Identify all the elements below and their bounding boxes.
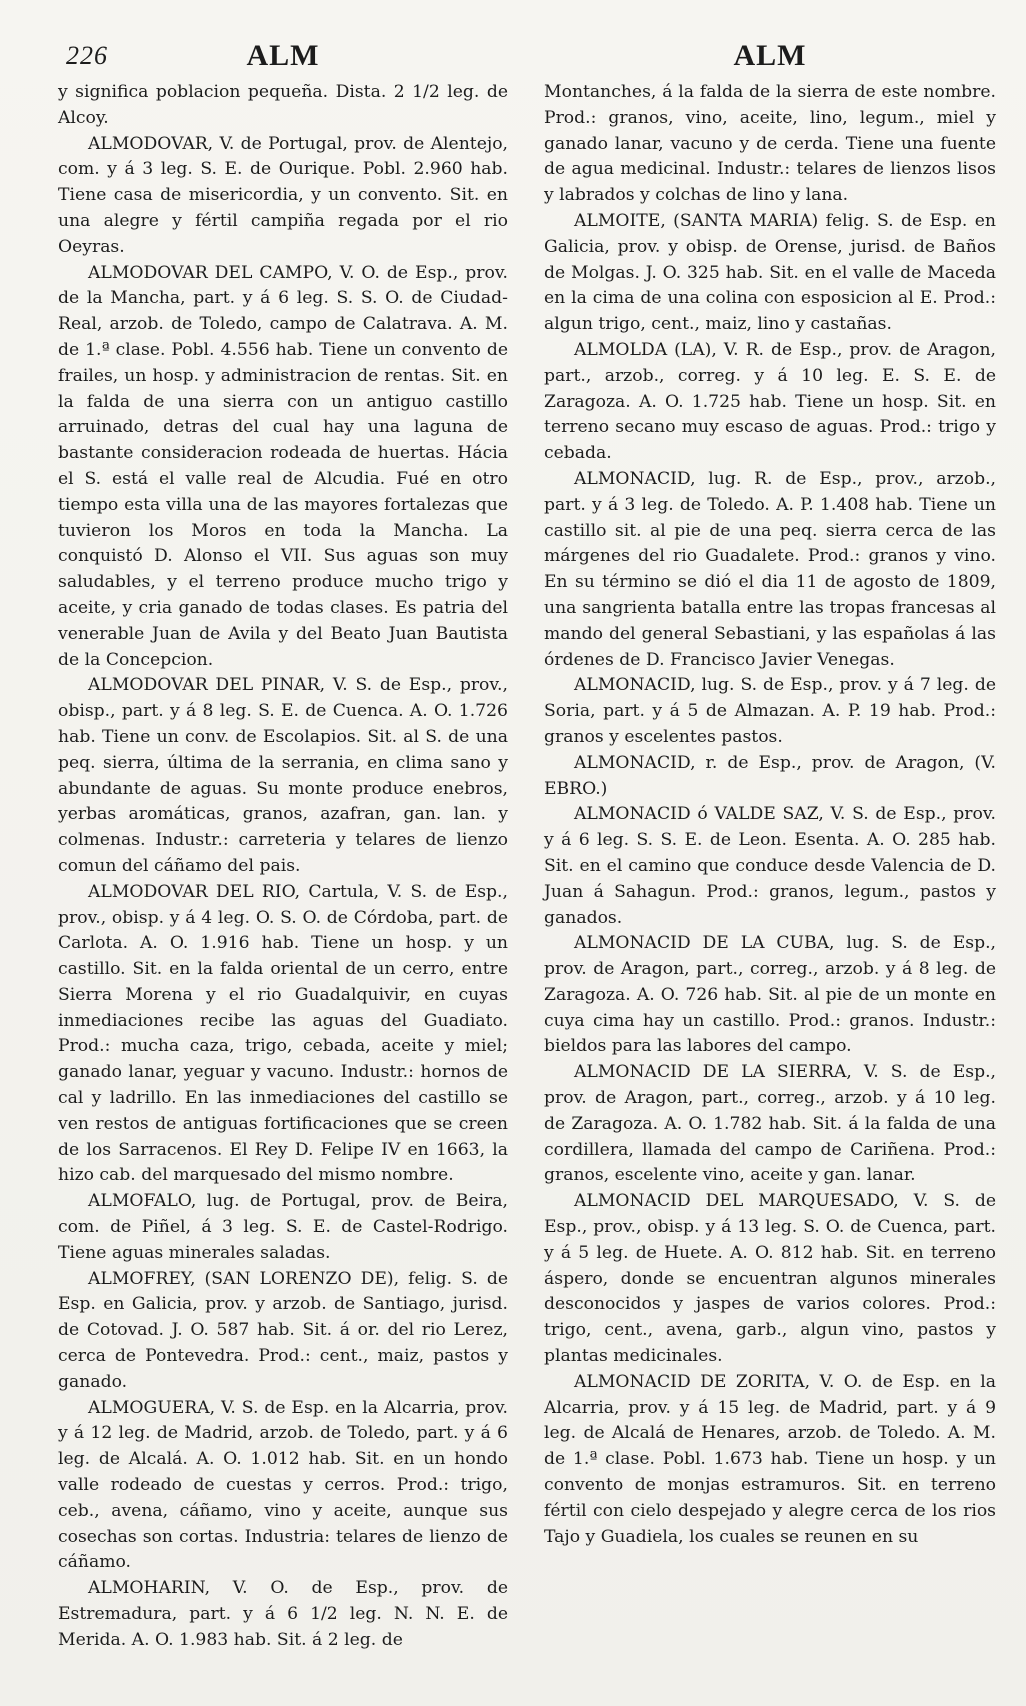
left-running-head (58, 34, 508, 78)
right-entry: ALMONACID DEL MARQUESADO, V. S. de Esp., prov., obisp. y á 13 leg. S. O. de Cuenca, part. y á 5 leg. de Huete. A. O. 812 hab. Sit. en terreno áspero, donde se encuentran algunos minerales desconocidos y jaspes de varios colores. Prod.: trigo, cent., avena, garb., algun vino, pastos y plantas medicinales. (544, 1191, 996, 1367)
right-column (544, 34, 996, 1550)
left-entry: ALMODOVAR DEL RIO, Cartula, V. S. de Esp., prov., obisp. y á 4 leg. O. S. O. de Córdoba, part. de Carlota. A. O. 1.916 hab. Tiene un hosp. y un castillo. Sit. en la falda oriental de un cerro, entre Sierra Morena y el rio Guadalquivir, en cuyas inmediaciones recibe las aguas del Guadiato. Prod.: mucha caza, trigo, cebada, aceite y miel; ganado lanar, yeguar y vacuno. Industr.: hornos de cal y ladrillo. En las inmediaciones del castillo se ven restos de antiguas fortificaciones que se creen de los Sarracenos. El Rey D. Felipe IV en 1663, la hizo cab. del marquesado del mismo nombre. (58, 881, 508, 1186)
left-entry: ALMOGUERA, V. S. de Esp. en la Alcarria, prov. y á 12 leg. de Madrid, arzob. de Toledo, part. y á 6 leg. de Alcalá. A. O. 1.012 hab. Sit. en un hondo valle rodeado de cuestas y cerros. Prod.: trigo, ceb., avena, cáñamo, vino y aceite, aunque sus cosechas son cortas. Industria: telares de lienzo de cáñamo. (58, 1397, 508, 1573)
left-header-word: ALM (246, 39, 320, 72)
right-entry: ALMONACID ó VALDE SAZ, V. S. de Esp., prov. y á 6 leg. S. S. E. de Leon. Esenta. A. O. 285 hab. Sit. en el camino que conduce desde Valencia de D. Juan á Sahagun. Prod.: granos, legum., pastos y ganados. (544, 804, 996, 928)
right-entry: ALMONACID DE LA CUBA, lug. S. de Esp., prov. de Aragon, part., correg., arzob. y á 8 leg. de Zaragoza. A. O. 726 hab. Sit. al pie de un monte en cuya cima hay un castillo. Prod.: granos. Industr.: bieldos para las labores del campo. (544, 933, 996, 1057)
left-entry: ALMODOVAR, V. de Portugal, prov. de Alentejo, com. y á 3 leg. S. E. de Ourique. Pobl. 2.960 hab. Tiene casa de misericordia, y un convento. Sit. en una alegre y fértil campiña regada por el rio Oeyras. (58, 133, 508, 257)
right-header-word: ALM (733, 39, 807, 72)
right-entry: ALMONACID, r. de Esp., prov. de Aragon, (V. EBRO.) (544, 752, 996, 799)
right-entry: ALMONACID DE ZORITA, V. O. de Esp. en la Alcarria, prov. y á 15 leg. de Madrid, part. y á 9 leg. de Alcalá de Henares, arzob. de Toledo. A. M. de 1.ª clase. Pobl. 1.673 hab. Tiene un hosp. y un convento de monjas estramuros. Sit. en terreno fértil con cielo despejado y alegre cerca de los rios Tajo y Guadiela, los cuales se reunen en su (544, 1371, 996, 1547)
left-entry: ALMODOVAR DEL CAMPO, V. O. de Esp., prov. de la Mancha, part. y á 6 leg. S. S. O. de Ciudad-Real, arzob. de Toledo, campo de Calatrava. A. M. de 1.ª clase. Pobl. 4.556 hab. Tiene un convento de frailes, un hosp. y administracion de rentas. Sit. en la falda de una sierra con un antiguo castillo arruinado, detras del cual hay una laguna de bastante consideracion rodeada de huertas. Hácia el S. está el valle real de Alcudia. Fué en otro tiempo esta villa una de las mayores fortalezas que tuvieron los Moros en toda la Mancha. La conquistó D. Alonso el VII. Sus aguas son muy saludables, y el terreno produce mucho trigo y aceite, y cria ganado de todas clases. Es patria del venerable Juan de Avila y del Beato Juan Bautista de la Concepcion. (58, 262, 508, 670)
left-column (58, 34, 508, 1654)
left-entry: ALMOFALO, lug. de Portugal, prov. de Beira, com. de Piñel, á 3 leg. S. E. de Castel-Rodrigo. Tiene aguas minerales saladas. (58, 1191, 508, 1263)
right-entry: ALMONACID, lug. S. de Esp., prov. y á 7 leg. de Soria, part. y á 5 de Almazan. A. P. 19 hab. Prod.: granos y escelentes pastos. (544, 675, 996, 747)
page-number: 226 (66, 41, 108, 70)
right-entry: ALMONACID, lug. R. de Esp., prov., arzob., part. y á 3 leg. de Toledo. A. P. 1.408 hab. Tiene un castillo sit. al pie de una peq. sierra cerca de las márgenes del rio Guadalete. Prod.: granos y vino. En su término se dió el dia 11 de agosto de 1809, una sangrienta batalla entre las tropas francesas al mando del general Sebastiani, y las españolas á las órdenes de D. Francisco Javier Venegas. (544, 468, 996, 670)
right-entry: Montanches, á la falda de la sierra de este nombre. Prod.: granos, vino, aceite, lino, legum., miel y ganado lanar, vacuno y de cerda. Tiene una fuente de agua medicinal. Industr.: telares de lienzos lisos y labrados y colchas de lino y lana. (544, 82, 996, 206)
right-running-head (544, 34, 996, 78)
left-entry: y significa poblacion pequeña. Dista. 2 1/2 leg. de Alcoy. (58, 82, 508, 128)
left-entry: ALMOFREY, (SAN LORENZO DE), felig. S. de Esp. en Galicia, prov. y arzob. de Santiago, jurisd. de Cotovad. J. O. 587 hab. Sit. á or. del rio Lerez, cerca de Pontevedra. Prod.: cent., maiz, pastos y ganado. (58, 1268, 508, 1392)
left-entry: ALMODOVAR DEL PINAR, V. S. de Esp., prov., obisp., part. y á 8 leg. S. E. de Cuenca. A. O. 1.726 hab. Tiene un conv. de Escolapios. Sit. al S. de una peq. sierra, última de la serrania, en clima sano y abundante de aguas. Su monte produce enebros, yerbas aromáticas, granos, azafran, gan. lan. y colmenas. Industr.: carreteria y telares de lienzo comun del cáñamo del pais. (58, 675, 508, 876)
right-entry: ALMONACID DE LA SIERRA, V. S. de Esp., prov. de Aragon, part., correg., arzob. y á 10 leg. de Zaragoza. A. O. 1.782 hab. Sit. á la falda de una cordillera, llamada del campo de Cariñena. Prod.: granos, escelente vino, aceite y gan. lanar. (544, 1062, 996, 1186)
right-entry: ALMOITE, (SANTA MARIA) felig. S. de Esp. en Galicia, prov. y obisp. de Orense, jurisd. de Baños de Molgas. J. O. 325 hab. Sit. en el valle de Maceda en la cima de una colina con esposicion al E. Prod.: algun trigo, cent., maiz, lino y castañas. (544, 210, 996, 335)
left-entry: ALMOHARIN, V. O. de Esp., prov. de Estremadura, part. y á 6 1/2 leg. N. N. E. de Merida. A. O. 1.983 hab. Sit. á 2 leg. de (58, 1578, 508, 1650)
right-entry: ALMOLDA (LA), V. R. de Esp., prov. de Aragon, part., arzob., correg. y á 10 leg. E. S. E. de Zaragoza. A. O. 1.725 hab. Tiene un hosp. Sit. en terreno secano muy escaso de aguas. Prod.: trigo y cebada. (544, 339, 996, 464)
